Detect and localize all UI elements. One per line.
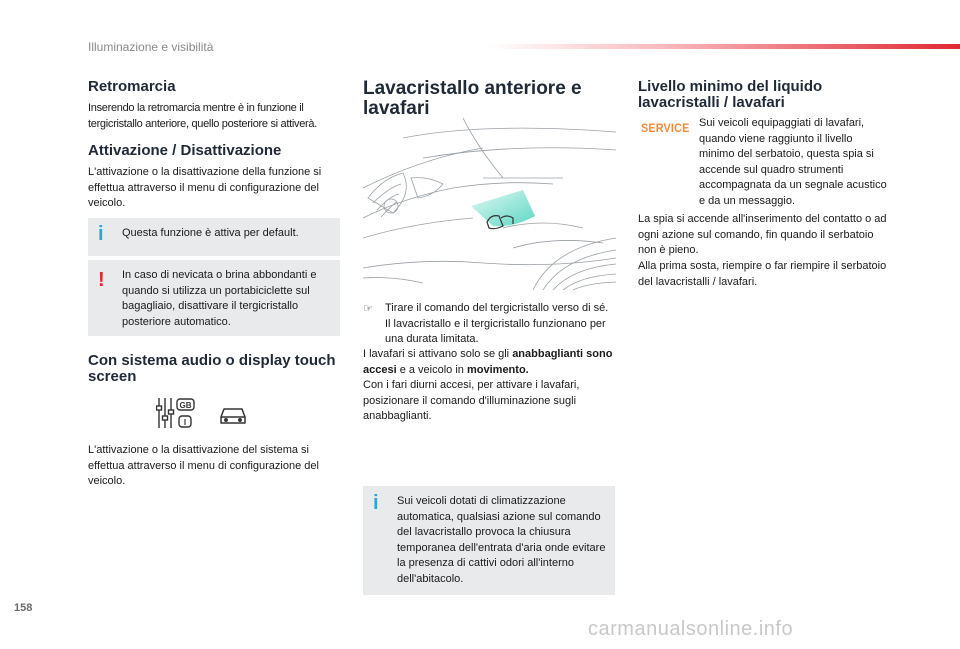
washer-instruction-text: Tirare il comando del tergicristallo verso di sé. Il lavacristallo e il tergicristallo funzionano per una durata limitata. [385,302,609,345]
lavacristallo-title: Lavacristallo anteriore e lavafari [363,78,582,119]
lavafari-text-bold-low-beam: anabbaglianti sono accesi [363,348,613,376]
warning-note [88,260,340,336]
info-note-text: Questa funzione è attiva per default. [122,227,299,239]
drl-text: Con i fari diurni accesi, per attivare i lavafari, posizionare il comando d'illuminazione sugli anabbaglianti. [363,379,580,422]
lavafari-activation-text [363,347,618,378]
spia-text: La spia si accende all'inserimento del contatto o ad ogni azione sul comando, fin quando il serbatoio non è pieno. [638,213,887,256]
watermark: carmanualsonline.info [588,618,794,640]
info-icon: i [373,492,379,514]
lavafari-text-bold-moving: movimento. [466,363,529,376]
warning-icon: ! [98,269,105,291]
car-icon [218,404,248,426]
settings-sliders-icon [156,396,196,430]
lavafari-text-mid: e a veicolo in [396,363,467,376]
language-i-label: I [183,418,187,427]
climate-info-note [363,486,615,595]
washer-instruction [363,301,615,348]
attivazione-title: Attivazione / Disattivazione [88,142,282,159]
car-front-illustration [363,118,616,290]
header-accent-bar [488,44,960,49]
audio-title: Con sistema audio o display touch screen [88,352,336,385]
page-number: 158 [14,602,33,614]
attivazione-body: L'attivazione o la disattivazione della funzione si effettua attraverso il menu di configurazione del veicolo. [88,166,322,209]
lavafari-text-prefix: I lavafari si attivano solo se gli [363,348,513,360]
livello-title: Livello minimo del liquido lavacristalli / lavafari [638,78,823,111]
audio-body: L'attivazione o la disattivazione del sistema si effettua attraverso il menu di configurazione del veicolo. [88,444,319,487]
retromarcia-title: Retromarcia [88,78,176,95]
language-gb-label: GB [179,401,192,410]
refill-text: Alla prima sosta, riempire o far riempire il serbatoio del lavacristalli / lavafari. [638,260,887,288]
info-icon: i [98,223,104,245]
retromarcia-body: Inserendo la retromarcia mentre è in funzione il tergicristallo anteriore, quello posteriore si attiverà. [88,102,317,130]
warning-note-text: In caso di nevicata o brina abbondanti e quando si utilizza un portabiciclette sul bagagliaio, disattivare il tergicristallo posteriore automatico. [122,269,317,328]
bullet-icon: ☞ [363,302,373,315]
service-warning-icon: SERVICE [641,121,690,135]
service-text: Sui veicoli equipaggiati di lavafari, quando viene raggiunto il livello minimo del serbatoio, questa spia si accende sul quadro strumenti accompagnata da un segnale acustico e da un messaggio. [699,117,887,207]
info-note [88,218,340,256]
climate-info-text: Sui veicoli dotati di climatizzazione automatica, qualsiasi azione sul comando del lavacristallo provoca la chiusura temporanea dell'entrata d'aria onde evitare la presenza di cattivi odori all'interno dell'abitacolo. [397,495,606,585]
section-title: Illuminazione e visibilità [88,40,214,54]
